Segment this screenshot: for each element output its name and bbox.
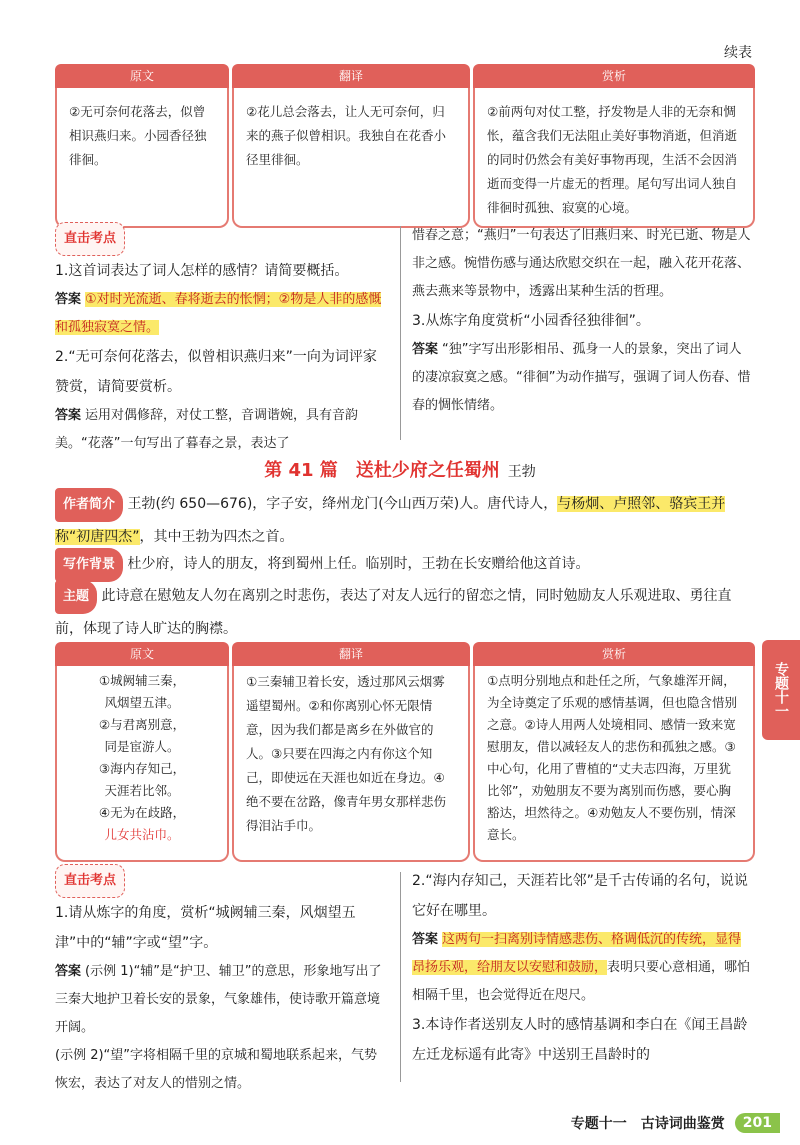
header-original: 原文 [55,64,229,88]
poem-title: 第 41 篇 送杜少府之任蜀州 王勃 [264,460,536,481]
exam-section-1-right [412,222,752,420]
theme-tag: 主题 [55,580,97,614]
page-number: 201 [735,1113,780,1133]
exam-section-1-left [55,222,390,458]
question-1: 1.请从炼字的角度，赏析“城阙辅三秦，风烟望五津”中的“辅”字或“望”字。 [55,905,356,951]
cell-original: ①城阙辅三秦， 风烟望五津。 ②与君离别意， 同是宦游人。 ③海内存知己， 天涯若比邻。 ④无为在歧路， 儿女共沾巾。 [55,666,229,862]
answer-2a: 答案 运用对偶修辞，对仗工整，音调谐婉，具有音韵美。“花落”一句写出了暮春之景，表达了 [55,408,359,451]
question-2: 2.“海内存知己，天涯若比邻”是千古传诵的名句，说说它好在哪里。 [412,873,748,919]
answer-1: 答案 ①对时光流逝、春将逝去的怅惘；②物是人非的感慨和孤独寂寞之情。 [55,292,382,335]
section-tag: 直击考点 [55,222,125,256]
column-divider [400,872,401,1082]
column-divider [400,226,401,440]
author-highlight: 与杨炯、卢照邻、骆宾王并称“初唐四杰” [55,496,726,545]
cell-translation: ②花儿总会落去，让人无可奈何，归来的燕子似曾相识。我独自在花香小径里徘徊。 [232,88,470,228]
table-continued [55,64,755,228]
answer-1b: (示例 2)“望”字将相隔千里的京城和蜀地联系起来，气势恢宏，表达了对友人的惜别之情。 [55,1048,378,1091]
cell-translation: ①三秦辅卫着长安，透过那风云烟雾遥望蜀州。②和你离别心怀无限情意，因为我们都是离乡在外做官的人。③只要在四海之内有你这个知己，即使远在天涯也如近在身边。④绝不要在岔路，像青年男女那样悲伤得泪沾手巾。 [232,666,470,862]
header-translation: 翻译 [232,642,470,666]
poem-table [55,642,755,862]
question-2: 2.“无可奈何花落去，似曾相识燕归来”一向为词评家赞赏，请简要赏析。 [55,349,377,395]
background-intro: 写作背景 杜少府，诗人的朋友，将到蜀州上任。临别时，王勃在长安赠给他这首诗。 [55,548,755,582]
cell-analysis: ①点明分别地点和赴任之所，气象雄浑开阔，为全诗奠定了乐观的感情基调，但也隐含惜别之意。②诗人用两人处境相同、感情一致来宽慰朋友，借以减轻友人的悲伤和孤独之感。③中心句，化用了曹植的“丈夫志四海，万里犹比邻”，劝勉朋友不要为离别而伤感，要心胸豁达，坦然待之。④劝勉友人不要伤别，情深意长。 [473,666,755,862]
cell-analysis: ②前两句对仗工整，抒发物是人非的无奈和惆怅，蕴含我们无法阻止美好事物消逝，但消逝的同时仍然会有美好事物再现，生活不会因消逝而变得一片虚无的哲理。尾句写出词人独自徘徊时孤独、寂寞的心境。 [473,88,755,228]
header-original: 原文 [55,642,229,666]
header-translation: 翻译 [232,64,470,88]
background-tag: 写作背景 [55,548,123,582]
answer-1a: 答案 (示例 1)“辅”是“护卫、辅卫”的意思，形象地写出了三秦大地护卫着长安的景象，气象雄伟，使诗歌开篇意境开阔。 [55,964,382,1035]
author-tag: 作者简介 [55,488,123,522]
exam-section-2-left [55,864,390,1098]
header-analysis: 赏析 [473,642,755,666]
page-footer [571,1113,780,1133]
question-1: 1.这首词表达了词人怎样的感情？请简要概括。 [55,263,349,279]
continued-label: 续表 [724,45,752,61]
answer-3: 答案 “独”字写出形影相吊、孤身一人的景象，突出了词人的凄凉寂寞之感。“徘徊”为动作描写，强调了词人伤春、惜春的惆怅情绪。 [412,342,751,413]
topic-side-tab: 专题十一 [762,640,800,740]
question-3: 3.本诗作者送别友人时的感情基调和李白在《闻王昌龄左迁龙标遥有此寄》中送别王昌龄时的 [412,1017,748,1063]
answer-2: 答案 这两句一扫离别诗情感悲伤、格调低沉的传统，显得昂扬乐观，给朋友以安慰和鼓励，表明只要心意相通，哪怕相隔千里，也会觉得近在咫尺。 [412,932,751,1003]
poem-author: 王勃 [507,464,536,480]
theme-intro: 主题 此诗意在慰勉友人勿在离别之时悲伤，表达了对友人远行的留恋之情，同时勉励友人乐观进取、勇往直前，体现了诗人旷达的胸襟。 [55,580,755,644]
author-intro: 作者简介 王勃(约 650—676)，字子安，绛州龙门(今山西万荣)人。唐代诗人，与杨炯、卢照邻、骆宾王并称“初唐四杰”，其中王勃为四杰之首。 [55,488,755,552]
answer-2b: 惜春之意；“燕归”一句表达了旧燕归来、时光已逝、物是人非之感。惋惜伤感与通达欣慰交织在一起，融入花开花落、燕去燕来等景物中，透露出某种生活的哲理。 [412,228,751,299]
section-tag: 直击考点 [55,864,125,898]
header-analysis: 赏析 [473,64,755,88]
question-3: 3.从炼字角度赏析“小园香径独徘徊”。 [412,313,650,329]
exam-section-2-right [412,866,752,1070]
cell-original: ②无可奈何花落去，似曾相识燕归来。小园香径独徘徊。 [55,88,229,228]
footer-topic: 专题十一 古诗词曲鉴赏 [570,1116,725,1132]
